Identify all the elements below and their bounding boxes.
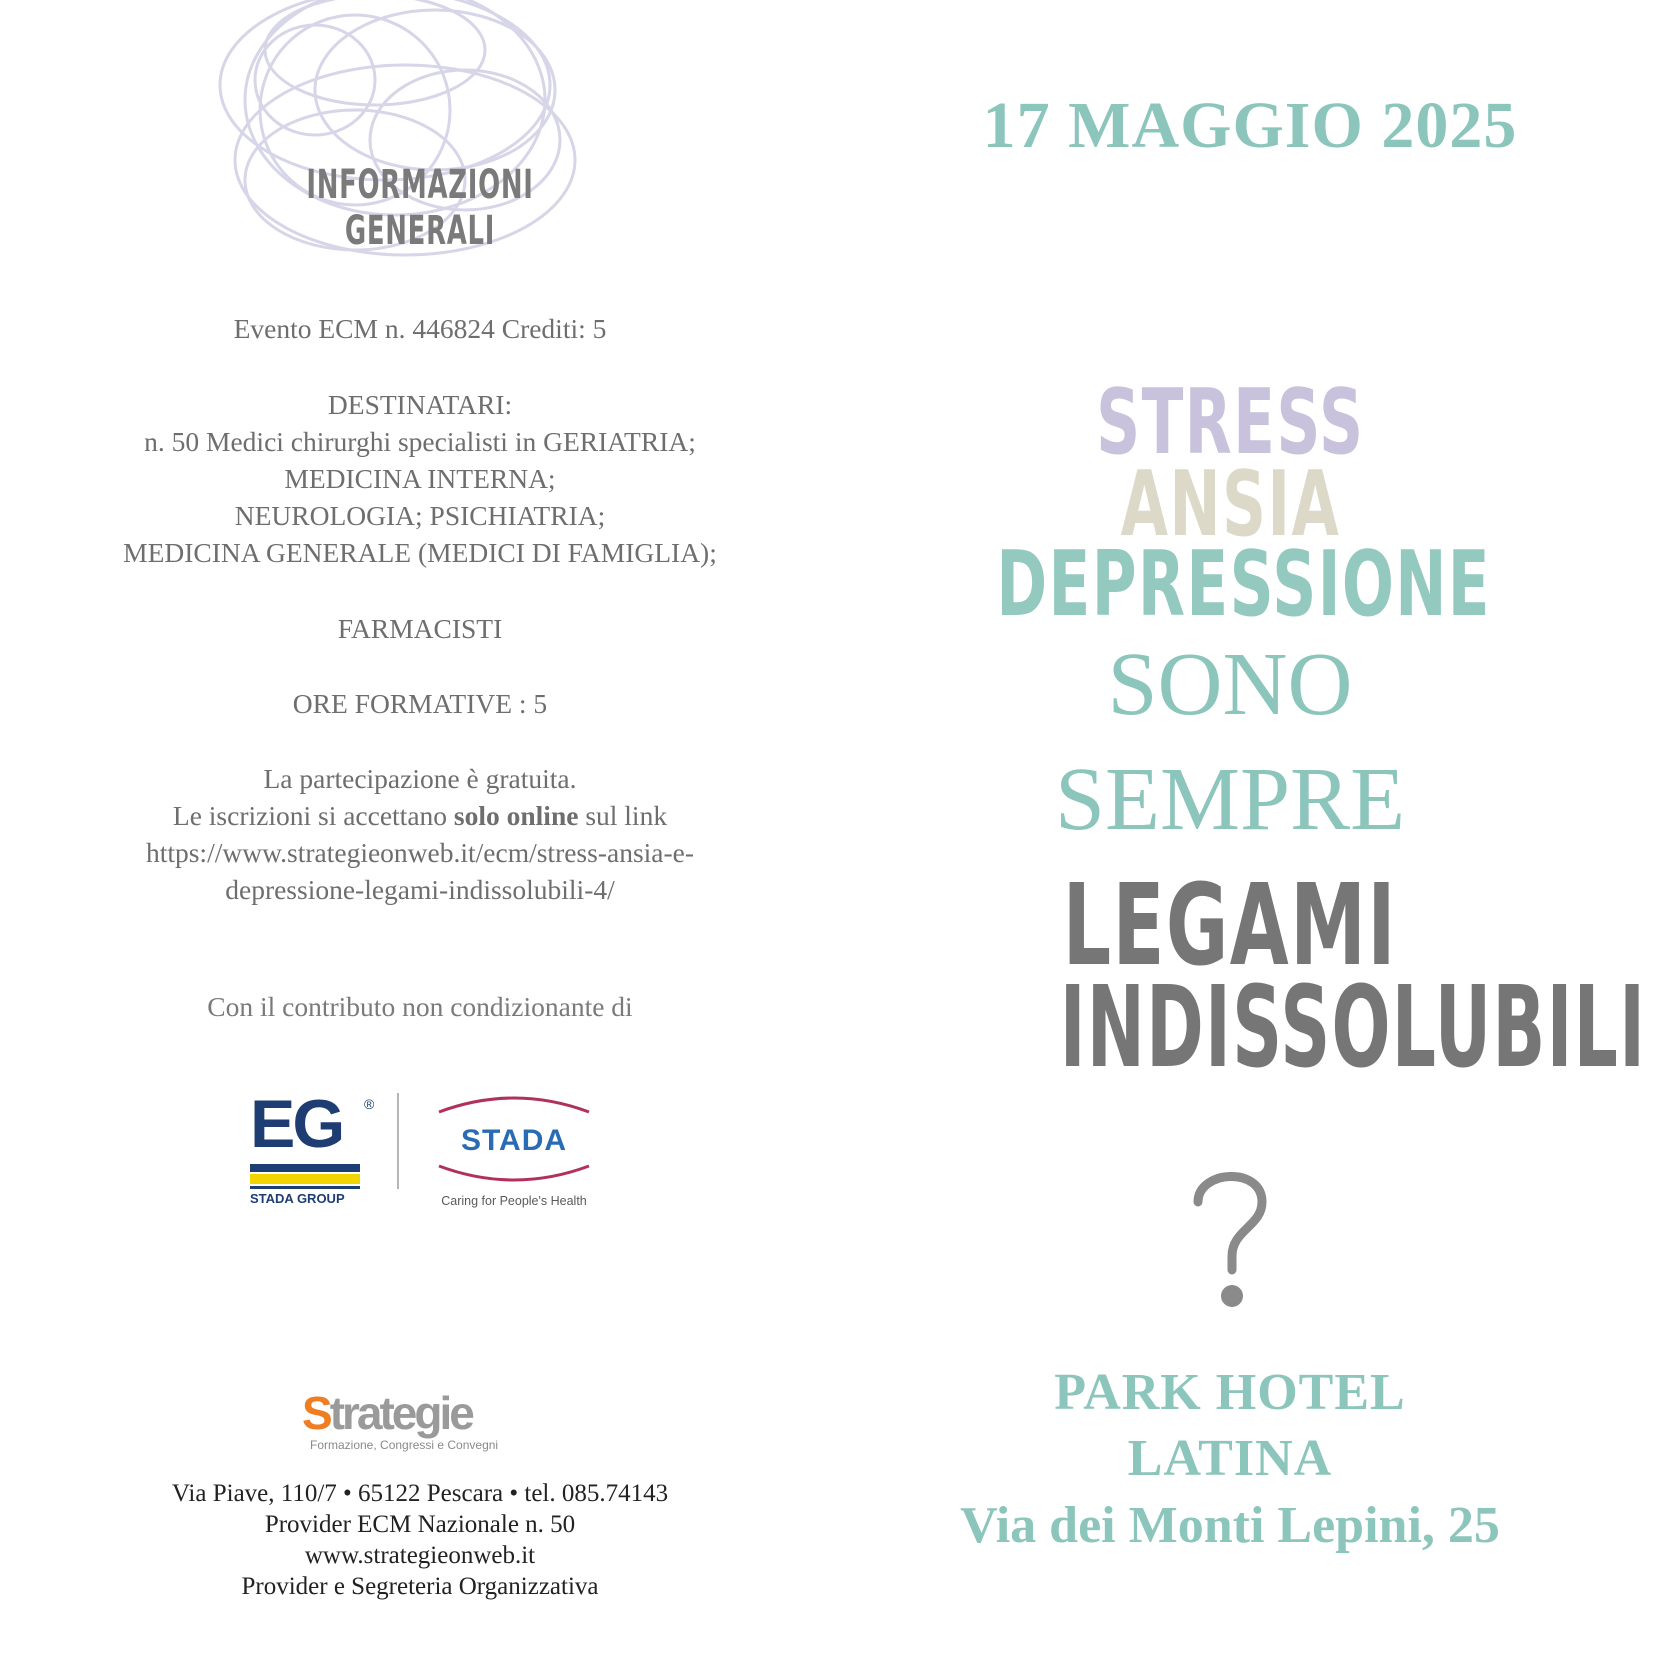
section-title	[240, 162, 600, 254]
title-word-depressione-text: DEPRESSIONE	[996, 532, 1491, 637]
registration-note	[60, 797, 780, 834]
title-word-sempre: SEMPRE	[1054, 750, 1406, 849]
strategie-subtitle: Formazione, Congressi e Convegni	[310, 1438, 499, 1452]
website-line[interactable]: www.strategieonweb.it	[304, 1542, 536, 1569]
title-word-stress-text: STRESS	[1095, 370, 1365, 475]
provider-line: Provider ECM Nazionale n. 50	[264, 1511, 576, 1538]
venue-name: PARK HOTEL	[1054, 1364, 1406, 1421]
registration-link-line2[interactable]: depressione-legami-indissolubili-4/	[225, 874, 615, 905]
title-word-sono: SONO	[1107, 635, 1353, 734]
registration-link-line1[interactable]: https://www.strategieonweb.it/ecm/stress-ansia-e-	[145, 837, 695, 868]
stada-logo	[434, 1088, 604, 1218]
ore-formative: ORE FORMATIVE : 5	[292, 688, 548, 719]
destinatari-line: n. 50 Medici chirurghi specialisti in GERIATRIA;	[144, 426, 696, 457]
question-mark-icon	[1180, 1160, 1280, 1310]
strategie-wordmark	[302, 1387, 562, 1439]
destinatari-line: MEDICINA GENERALE (MEDICI DI FAMIGLIA);	[123, 537, 717, 568]
strategie-wordmark-rest: trategie	[329, 1387, 472, 1439]
registration-note-text: Le iscrizioni si accettano	[172, 800, 454, 831]
destinatari-line: MEDICINA INTERNA;	[284, 463, 556, 494]
eg-logo-stripe	[250, 1174, 360, 1184]
eg-logo-bar	[250, 1164, 360, 1172]
title-word-indissolubili	[880, 963, 1647, 1093]
farmacisti-label: FARMACISTI	[337, 613, 503, 644]
event-date: 17 MAGGIO 2025	[982, 89, 1518, 162]
logo-divider	[397, 1093, 399, 1189]
venue-address: Via dei Monti Lepini, 25	[960, 1497, 1500, 1554]
eg-logo-bar	[250, 1186, 360, 1189]
participation-free: La partecipazione è gratuita.	[263, 763, 577, 794]
secretariat-line: Provider e Segreteria Organizzativa	[241, 1573, 599, 1600]
destinatari-label: DESTINATARI:	[327, 389, 513, 420]
strategie-logo	[302, 1387, 562, 1460]
section-title-line1: INFORMAZIONI	[306, 162, 534, 208]
sponsor-note: Con il contributo non condizionante di	[207, 991, 633, 1022]
stada-logo-text: STADA	[460, 1124, 568, 1157]
registration-info	[60, 760, 780, 908]
registration-note-bold: solo online	[453, 800, 579, 831]
registration-link[interactable]	[60, 834, 780, 908]
title-word-depressione	[880, 532, 1580, 637]
eg-logo-mark: EG	[250, 1086, 343, 1162]
strategie-s-letter: S	[302, 1387, 330, 1439]
stada-tagline: Caring for People's Health	[441, 1194, 587, 1208]
title-word-indissolubili-text: INDISSOLUBILI	[1059, 963, 1647, 1093]
address-line: Via Piave, 110/7 • 65122 Pescara • tel. 085.74143	[171, 1480, 669, 1507]
title-word-ansia-text: ANSIA	[1120, 452, 1340, 557]
title-word-legami-text: LEGAMI	[1062, 861, 1398, 991]
registration-note-text: sul link	[578, 800, 668, 831]
registered-mark: ®	[364, 1096, 375, 1112]
eg-group-label: STADA GROUP	[250, 1191, 345, 1206]
destinatari-line: NEUROLOGIA; PSICHIATRIA;	[234, 500, 606, 531]
venue-city: LATINA	[1127, 1430, 1333, 1487]
venue-block	[880, 1360, 1580, 1560]
section-title-line2: GENERALI	[344, 208, 496, 254]
ecm-event-info: Evento ECM n. 446824 Crediti: 5	[233, 313, 607, 344]
eg-stada-group-logo	[250, 1086, 390, 1210]
destinatari-block	[60, 386, 780, 571]
organizer-address	[60, 1478, 780, 1602]
